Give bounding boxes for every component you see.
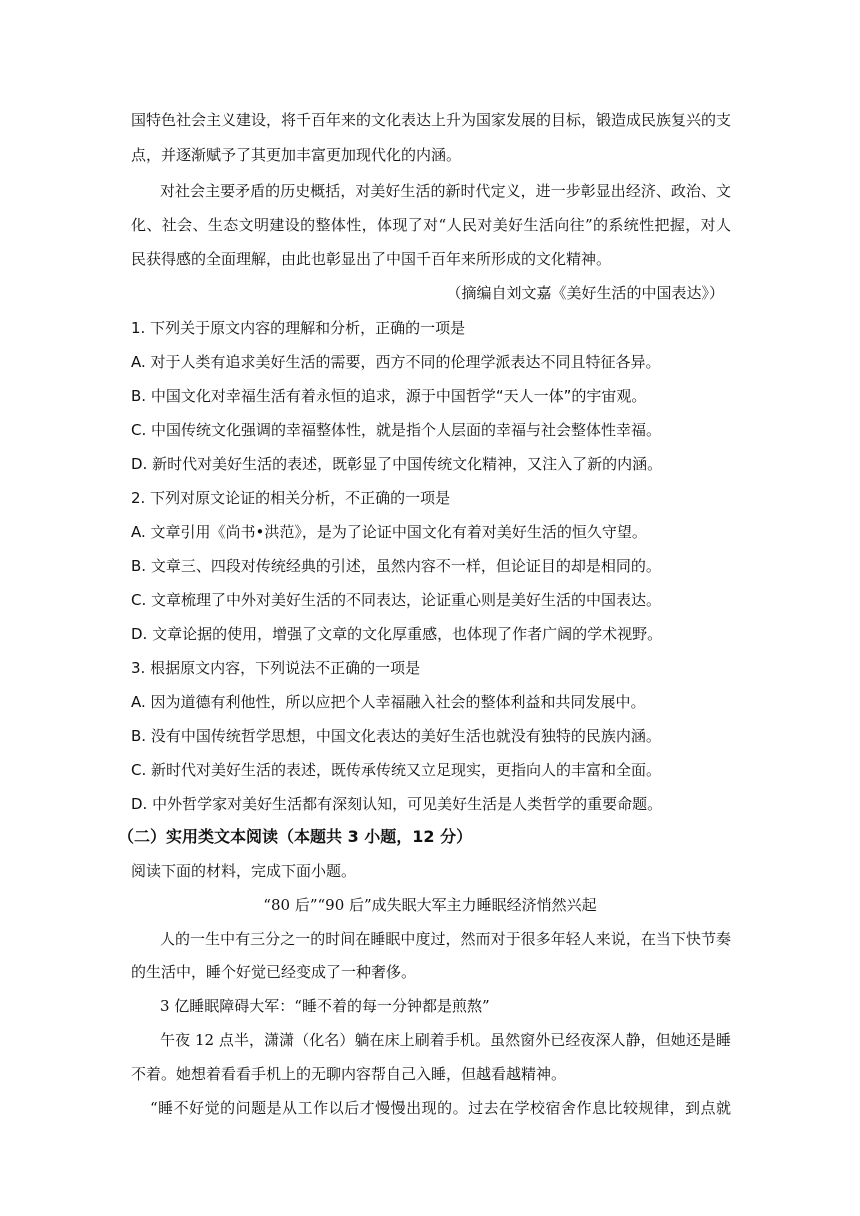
question-option: C. 文章梳理了中外对美好生活的不同表达，论证重心则是美好生活的中国表达。 bbox=[131, 591, 662, 609]
question-option: D. 文章论据的使用，增强了文章的文化厚重感，也体现了作者广阔的学术视野。 bbox=[131, 625, 663, 643]
question-option: D. 中外哲学家对美好生活都有深刻认知，可见美好生活是人类哲学的重要命题。 bbox=[131, 795, 663, 813]
question-option: D. 新时代对美好生活的表述，既彰显了中国传统文化精神，又注入了新的内涵。 bbox=[131, 455, 663, 473]
passage-paragraph-start: 对社会主要矛盾的历史概括，对美好生活的新时代定义，进一步彰显出经济、政治、文 bbox=[160, 182, 731, 200]
passage-line: 民获得感的全面理解，由此也彰显出了中国千百年来所形成的文化精神。 bbox=[131, 250, 612, 268]
question-option: A. 对于人类有追求美好生活的需要，西方不同的伦理学派表达不同且特征各异。 bbox=[131, 353, 661, 371]
article-line: 的生活中，睡个好觉已经变成了一种奢侈。 bbox=[131, 963, 417, 981]
question-stem: 1. 下列关于原文内容的理解和分析，正确的一项是 bbox=[131, 319, 466, 337]
question-option: A. 文章引用《尚书•洪范》，是为了论证中国文化有着对美好生活的恒久守望。 bbox=[131, 523, 647, 541]
question-stem: 2. 下列对原文论证的相关分析，不正确的一项是 bbox=[131, 489, 451, 507]
question-stem: 3. 根据原文内容，下列说法不正确的一项是 bbox=[131, 659, 421, 677]
question-option: C. 中国传统文化强调的幸福整体性，就是指个人层面的幸福与社会整体性幸福。 bbox=[131, 421, 662, 439]
section-heading: （二）实用类文本阅读（本题共 3 小题，12 分） bbox=[118, 827, 473, 846]
article-paragraph-start: 午夜 12 点半，潇潇（化名）躺在床上刷着手机。虽然窗外已经夜深人静，但她还是睡 bbox=[160, 1031, 731, 1049]
question-option: B. 没有中国传统哲学思想，中国文化表达的美好生活也就没有独特的民族内涵。 bbox=[131, 727, 661, 745]
article-subheading: 3 亿睡眠障碍大军：“睡不着的每一分钟都是煎熬” bbox=[160, 997, 490, 1015]
passage-line: 国特色社会主义建设，将千百年来的文化表达上升为国家发展的目标，锻造成民族复兴的支 bbox=[131, 111, 732, 129]
passage-line: 点，并逐渐赋予了其更加丰富更加现代化的内涵。 bbox=[131, 146, 462, 164]
article-paragraph-start: 人的一生中有三分之一的时间在睡眠中度过，然而对于很多年轻人来说，在当下快节奏 bbox=[160, 930, 731, 948]
question-option: C. 新时代对美好生活的表述，既传承传统又立足现实，更指向人的丰富和全面。 bbox=[131, 761, 662, 779]
question-option: A. 因为道德有利他性，所以应把个人幸福融入社会的整体利益和共同发展中。 bbox=[131, 693, 646, 711]
article-paragraph-start: “睡不好觉的问题是从工作以后才慢慢出现的。过去在学校宿舍作息比较规律，到点就 bbox=[150, 1099, 731, 1117]
passage-line: 化、社会、生态文明建设的整体性，体现了对“人民对美好生活向往”的系统性把握，对人 bbox=[131, 216, 731, 234]
section-instruction: 阅读下面的材料，完成下面小题。 bbox=[131, 862, 357, 880]
question-option: B. 中国文化对幸福生活有着永恒的追求，源于中国哲学“天人一体”的宇宙观。 bbox=[131, 387, 647, 405]
question-option: B. 文章三、四段对传统经典的引述，虽然内容不一样，但论证目的却是相同的。 bbox=[131, 557, 661, 575]
article-line: 不着。她想着看看手机上的无聊内容帮自己入睡，但越看越精神。 bbox=[131, 1065, 567, 1083]
article-title: “80 后”“90 后”成失眠大军主力睡眠经济悄然兴起 bbox=[263, 896, 597, 914]
passage-source: （摘编自刘文嘉《美好生活的中国表达》） bbox=[446, 284, 724, 302]
